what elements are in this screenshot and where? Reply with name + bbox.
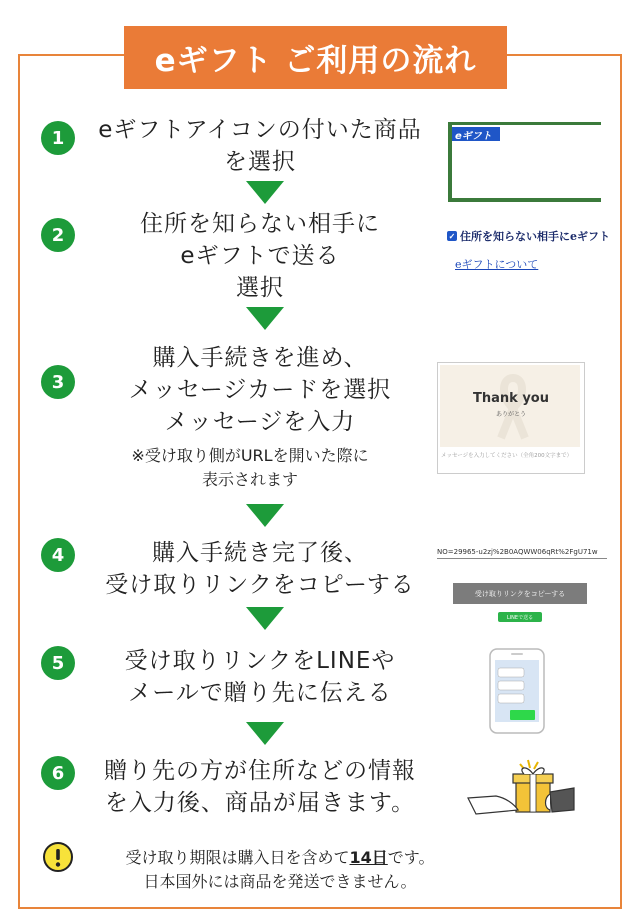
step-number-3: 3 (41, 365, 75, 399)
step-1-line-2: を選択 (224, 149, 296, 175)
card-subtitle: ありがとう (495, 411, 526, 418)
egift-badge: eギフト (455, 131, 492, 142)
egift-about-link[interactable]: eギフトについて (455, 258, 539, 271)
arrow-down-icon (246, 181, 284, 204)
step-number-6: 6 (41, 756, 75, 790)
step-3-note (100, 444, 400, 492)
step-3-note-line-2: 表示されます (201, 470, 298, 489)
step-3-line-1: 購入手続きを進め、 (152, 345, 368, 371)
card-title: Thank you (473, 391, 549, 406)
step-1-text (80, 114, 440, 178)
phone-chat-icon (489, 648, 545, 734)
gift-box-icon (466, 758, 576, 820)
arrow-down-icon (246, 722, 284, 745)
step-2-line-2: eギフトで送る (180, 243, 340, 269)
step-6-line-1: 贈り先の方が住所などの情報 (104, 758, 416, 784)
arrow-down-icon (246, 607, 284, 630)
step-5-line-2: メールで贈り先に伝える (128, 680, 392, 706)
message-card-thumbnail (437, 362, 585, 474)
gift-handover-icon (466, 758, 576, 820)
ribbon-icon (493, 373, 533, 443)
line-share-button[interactable]: LINEで送る (498, 612, 542, 622)
deadline-days: 14日 (349, 848, 388, 867)
step-5-line-1: 受け取りリンクをLINEや (124, 648, 396, 674)
step-3-text (90, 342, 430, 438)
step-3-line-3: メッセージを入力 (164, 409, 356, 435)
step-6-line-2: を入力後、商品が届きます。 (104, 790, 416, 816)
step-1-line-1: eギフトアイコンの付いた商品 (98, 117, 422, 143)
receipt-url: NO=29965-u2zj%2B0AQWW06qRt%2FgU71w (437, 548, 607, 559)
smartphone-icon (489, 648, 545, 734)
step-4-line-2: 受け取りリンクをコピーする (105, 572, 415, 598)
address-option-thumbnail (447, 228, 617, 278)
step-2-text (100, 208, 420, 304)
step-2-line-1: 住所を知らない相手に (140, 211, 380, 237)
deadline-text: 受け取り期限は購入日を含めて (125, 848, 350, 867)
step-3-note-line-1: ※受け取り側がURLを開いた際に (131, 446, 369, 465)
footer-notice (90, 846, 470, 894)
warning-icon (42, 841, 74, 873)
message-input[interactable]: メッセージを入力してください（全角200文字まで） (441, 453, 573, 459)
step-number-1: 1 (41, 121, 75, 155)
checkbox-icon: ✓ (448, 231, 456, 241)
step-number-4: 4 (41, 538, 75, 572)
step-4-line-1: 購入手続き完了後、 (152, 540, 368, 566)
page-title: eギフト ご利用の流れ (124, 26, 507, 89)
copy-link-thumbnail (437, 548, 607, 628)
step-3-line-2: メッセージカードを選択 (128, 377, 392, 403)
step-4-text (80, 537, 440, 601)
checkbox-label: 住所を知らない相手にeギフト (460, 230, 610, 243)
step-6-text (80, 755, 440, 819)
copy-link-button[interactable]: 受け取りリンクをコピーする (453, 583, 587, 604)
step-number-2: 2 (41, 218, 75, 252)
footer-line-1 (90, 846, 470, 870)
arrow-down-icon (246, 307, 284, 330)
deadline-suffix: です。 (387, 848, 435, 867)
egift-icon-thumbnail (448, 122, 601, 202)
footer-line-2: 日本国外には商品を発送できません。 (143, 872, 417, 891)
step-2-line-3: 選択 (236, 275, 284, 301)
arrow-down-icon (246, 504, 284, 527)
step-number-5: 5 (41, 646, 75, 680)
step-5-text (90, 645, 430, 709)
